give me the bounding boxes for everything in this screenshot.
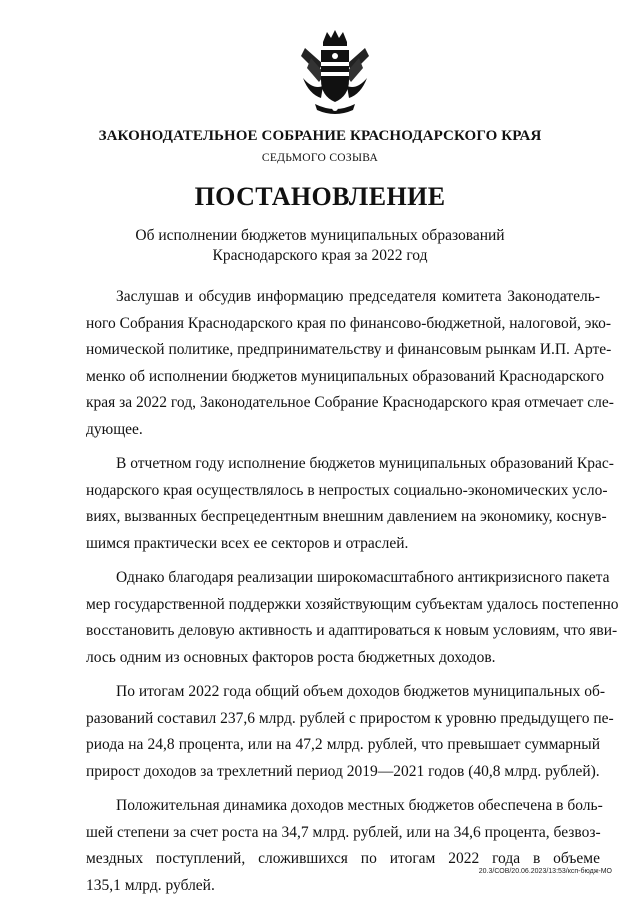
paragraph-line: восстановить деловую активность и адаптироваться к новым условиям, что яви-: [86, 622, 618, 639]
paragraph-line: Однако благодаря реализации широкомасштабного антикризисного пакета: [116, 569, 610, 586]
document-type-title: ПОСТАНОВЛЕНИЕ: [194, 182, 446, 211]
paragraph: [86, 284, 614, 443]
paragraph-line: риода на 24,8 процента, или на 47,2 млрд. рублей, что превышает суммарный: [86, 736, 600, 753]
paragraph: [86, 451, 614, 557]
document-subject: [0, 226, 640, 266]
paragraph-line: 135,1 млрд. рублей.: [86, 876, 215, 894]
subject-line: Краснодарского края за 2022 год: [212, 247, 428, 264]
paragraph-line: ного Собрания Краснодарского края по финансово-бюджетной, налоговой, эко-: [86, 314, 612, 332]
paragraph-line: В отчетном году исполнение бюджетов муниципальных образований Крас-: [116, 455, 614, 472]
paragraph-line: Заслушав и обсудив информацию председателя комитета Законодатель-: [116, 288, 600, 305]
paragraph-line: лось одним из основных факторов роста бюджетных доходов.: [86, 648, 496, 666]
paragraph: [86, 565, 619, 671]
paragraph-line: номической политике, предпринимательству и финансовым рынкам И.П. Арте-: [86, 341, 612, 358]
paragraph-line: Положительная динамика доходов местных бюджетов обеспечена в боль-: [116, 797, 603, 814]
paragraph: [86, 793, 603, 899]
subject-line: Об исполнении бюджетов муниципальных образований: [135, 227, 505, 244]
paragraph-line: виях, вызванных беспрецедентным внешним давлением на экономику, коснув-: [86, 508, 607, 525]
convocation-label: СЕДЬМОГО СОЗЫВА: [261, 152, 379, 164]
paragraph-line: прирост доходов за трехлетний период 2019—2021 годов (40,8 млрд. рублей).: [86, 762, 600, 780]
organization-name: ЗАКОНОДАТЕЛЬНОЕ СОБРАНИЕ КРАСНОДАРСКОГО КРАЯ: [98, 128, 542, 144]
paragraph-line: шимся практически всех ее секторов и отраслей.: [86, 534, 409, 552]
paragraph: [86, 679, 614, 785]
document-code: 20.3/СОВ/20.06.2023/13:53/ксп-бюдж-МО: [478, 868, 612, 875]
paragraph-line: дующее.: [86, 420, 143, 438]
paragraph-line: края за 2022 год, Законодательное Собрание Краснодарского края отмечает сле-: [86, 394, 614, 411]
paragraph-line: шей степени за счет роста на 34,7 млрд. рублей, или на 34,6 процента, безвоз-: [86, 823, 601, 841]
paragraph-line: мездных поступлений, сложившихся по итогам 2022 года в объеме: [86, 850, 600, 867]
paragraph-line: По итогам 2022 года общий объем доходов бюджетов муниципальных об-: [116, 683, 605, 700]
paragraph-line: менко об исполнении бюджетов муниципальных образований Краснодарского: [86, 367, 605, 385]
paragraph-line: разований составил 237,6 млрд. рублей с приростом к уровню предыдущего пе-: [86, 709, 614, 727]
paragraph-line: мер государственной поддержки хозяйствующим субъектам удалось постепенно: [86, 595, 619, 613]
document-body: [86, 284, 619, 907]
paragraph-line: нодарского края осуществлялось в непростых социально-экономических усло-: [86, 481, 608, 499]
krasnodar-coat-of-arms-icon: [293, 28, 377, 118]
